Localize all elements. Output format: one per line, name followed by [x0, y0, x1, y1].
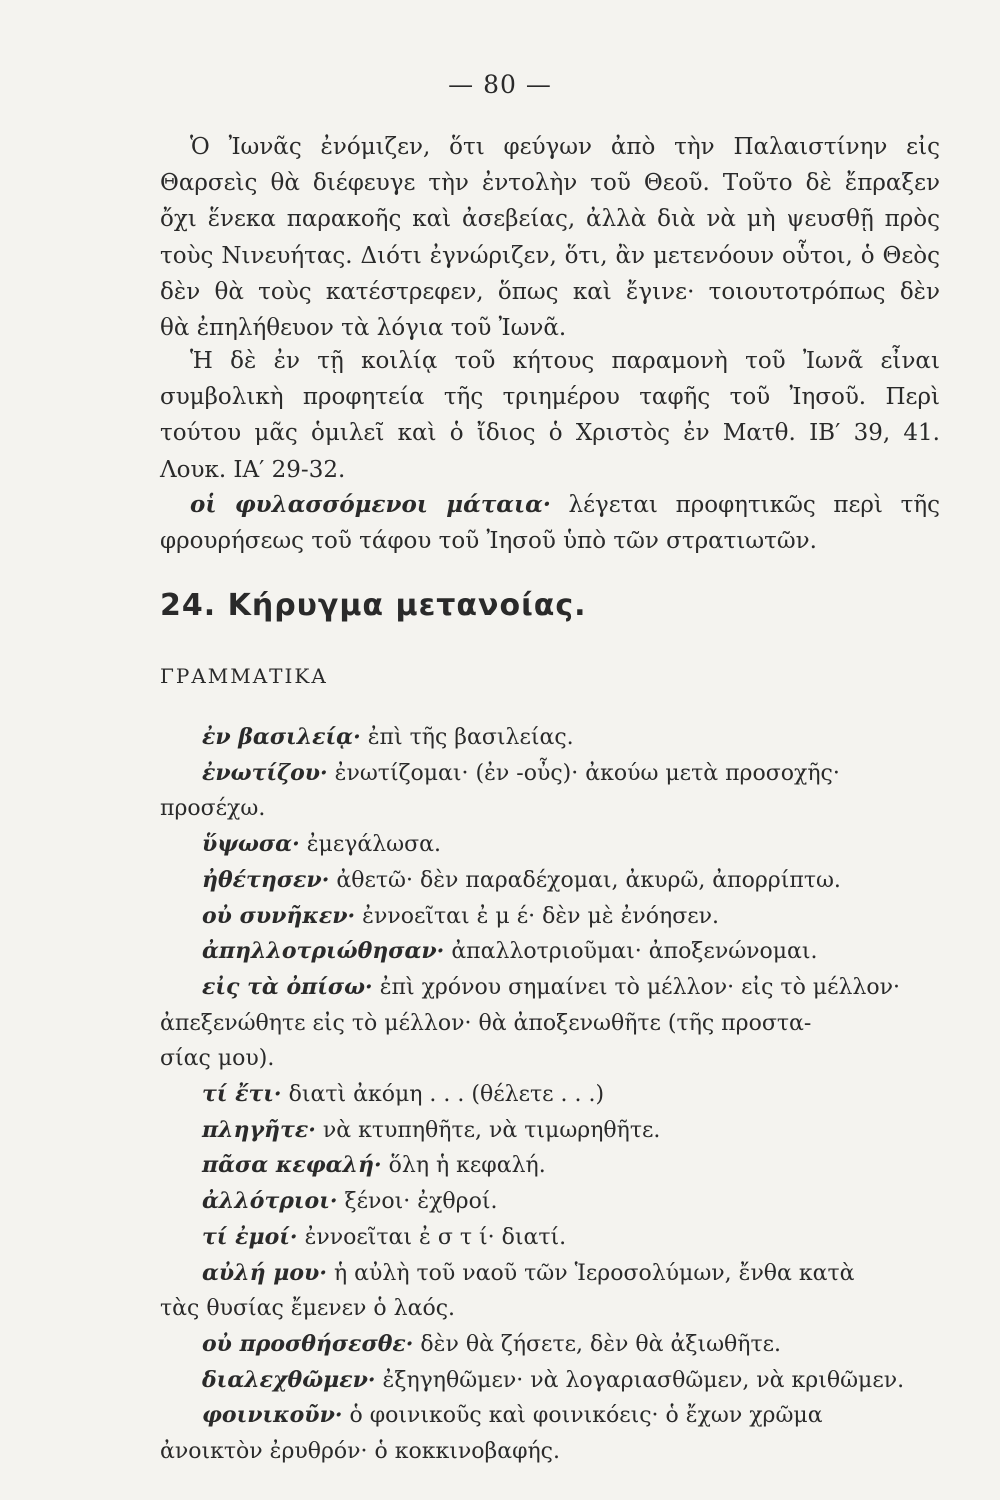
- text-line: δὲν θὰ τοὺς κατέστρεφεν, ὅπως καὶ ἔγινε· τοιουτοτρόπως δὲν: [160, 278, 940, 305]
- glossary-entry: [160, 1363, 940, 1399]
- glossary-term: ἀπηλλοτριώθησαν·: [202, 938, 445, 965]
- glossary-definition: ἐξηγηθῶμεν· νὰ λογαριασθῶμεν, νὰ κριθῶμεν.: [382, 1367, 905, 1393]
- glossary-entry: [160, 863, 940, 899]
- glossary-definition: ἀθετῶ· δὲν παραδέχομαι, ἀκυρῶ, ἀπορρίπτω.: [336, 867, 841, 893]
- glossary-entry: [160, 1148, 940, 1184]
- paragraph-2: [160, 343, 940, 488]
- glossary-continuation: τὰς θυσίας ἔμενεν ὁ λαός.: [160, 1296, 456, 1322]
- glossary-entry: [160, 934, 940, 970]
- glossary-line: [160, 1398, 940, 1434]
- paragraph-3: [160, 487, 940, 559]
- page-number: — 80 —: [448, 70, 552, 99]
- paragraph-1: [160, 129, 940, 346]
- headword: οἱ φυλασσόμενοι μάταια·: [190, 491, 551, 518]
- glossary-term: τί ἔτι·: [202, 1081, 282, 1108]
- section-heading: 24. Κήρυγμα μετανοίας.: [160, 588, 587, 623]
- glossary-definition: ἐννοεῖται ἐ μ έ· δὲν μὲ ἐνόησεν.: [362, 903, 719, 929]
- glossary-term: πᾶσα κεφαλή·: [202, 1152, 382, 1179]
- glossary-line: [160, 1256, 940, 1292]
- glossary: [160, 720, 940, 1470]
- glossary-term: ἠθέτησεν·: [202, 866, 330, 893]
- text-line: ὄχι ἕνεκα παρακοῆς καὶ ἀσεβείας, ἀλλὰ διὰ νὰ μὴ ψευσθῇ πρὸς: [160, 206, 940, 233]
- glossary-definition: ὅλη ἡ κεφαλή.: [388, 1153, 546, 1179]
- glossary-line: [160, 720, 940, 756]
- glossary-definition: ἐπὶ τῆς βασιλείας.: [367, 725, 574, 750]
- glossary-line: [160, 899, 940, 935]
- glossary-term: οὐ προσθήσεσθε·: [202, 1330, 414, 1357]
- glossary-term: οὐ συνῆκεν·: [202, 902, 356, 929]
- glossary-definition: διατὶ ἀκόμη . . . (θέλετε . . .): [288, 1082, 605, 1108]
- glossary-definition: νὰ κτυπηθῆτε, νὰ τιμωρηθῆτε.: [322, 1117, 661, 1143]
- glossary-term: πληγῆτε·: [202, 1116, 316, 1143]
- glossary-line: [160, 970, 940, 1006]
- text-line: φρουρήσεως τοῦ τάφου τοῦ Ἰησοῦ ὑπὸ τῶν στρατιωτῶν.: [160, 528, 817, 555]
- glossary-term: ἐν βασιλείᾳ·: [202, 724, 361, 750]
- glossary-entry: [160, 756, 940, 827]
- glossary-line: [160, 1184, 940, 1220]
- glossary-term: διαλεχθῶμεν·: [202, 1366, 376, 1393]
- text-line: [160, 487, 940, 523]
- glossary-continuation: σίας μου).: [160, 1046, 275, 1072]
- glossary-definition: ἐνωτίζομαι· (ἐν -οὖς)· ἀκούω μετὰ προσοχῆς·: [334, 760, 840, 786]
- glossary-line: [160, 827, 940, 863]
- glossary-definition: ἐπὶ χρόνου σημαίνει τὸ μέλλον· εἰς τὸ μέλλον·: [379, 974, 901, 1000]
- glossary-definition: ἐννοεῖται ἐ σ τ ί· διατί.: [304, 1224, 567, 1250]
- glossary-entry: [160, 827, 940, 863]
- glossary-line: [160, 863, 940, 899]
- glossary-entry: [160, 1077, 940, 1113]
- text-line: Θαρσεὶς θὰ διέφευγε τὴν ἐντολὴν τοῦ Θεοῦ. Τοῦτο δὲ ἔπραξεν: [160, 170, 940, 197]
- glossary-line: [160, 1148, 940, 1184]
- line-text: λέγεται προφητικῶς περὶ τῆς: [568, 492, 940, 518]
- glossary-entry: [160, 1113, 940, 1149]
- glossary-entry: [160, 899, 940, 935]
- glossary-entry: [160, 1398, 940, 1469]
- text-line: συμβολικὴ προφητεία τῆς τριημέρου ταφῆς τοῦ Ἰησοῦ. Περὶ: [160, 384, 940, 411]
- glossary-line: [160, 934, 940, 970]
- text-line: Ἡ δὲ ἐν τῇ κοιλίᾳ τοῦ κήτους παραμονὴ τοῦ Ἰωνᾶ εἶναι: [190, 348, 940, 374]
- glossary-line: [160, 1077, 940, 1113]
- text-line: Ὁ Ἰωνᾶς ἐνόμιζεν, ὅτι φεύγων ἀπὸ τὴν Παλαιστίνην εἰς: [190, 134, 940, 160]
- glossary-line: [160, 1113, 940, 1149]
- glossary-definition: δὲν θὰ ζήσετε, δὲν θὰ ἀξιωθῆτε.: [420, 1331, 782, 1357]
- glossary-line: [160, 1363, 940, 1399]
- glossary-term: φοινικοῦν·: [202, 1402, 343, 1429]
- glossary-continuation: προσέχω.: [160, 796, 266, 822]
- glossary-term: ἐνωτίζου·: [202, 759, 328, 786]
- glossary-line: [160, 1327, 940, 1363]
- glossary-term: αὐλή μου·: [202, 1259, 327, 1286]
- text-line: τούτου μᾶς ὁμιλεῖ καὶ ὁ ἴδιος ὁ Χριστὸς ἐν Ματθ. ΙΒ′ 39, 41.: [160, 420, 940, 447]
- glossary-entry: [160, 720, 940, 756]
- glossary-definition: ἐμεγάλωσα.: [306, 832, 441, 858]
- glossary-term: ὕψωσα·: [202, 831, 300, 858]
- glossary-term: ἀλλότριοι·: [202, 1188, 338, 1215]
- glossary-line: [160, 756, 940, 792]
- glossary-entry: [160, 970, 940, 1077]
- glossary-definition: ἡ αὐλὴ τοῦ ναοῦ τῶν Ἱεροσολύμων, ἔνθα κατὰ: [333, 1260, 855, 1286]
- glossary-term: τί ἐμοί·: [202, 1223, 298, 1250]
- glossary-entry: [160, 1327, 940, 1363]
- glossary-entry: [160, 1184, 940, 1220]
- glossary-definition: ξένοι· ἐχθροί.: [344, 1189, 498, 1215]
- glossary-entry: [160, 1220, 940, 1256]
- glossary-term: εἰς τὰ ὀπίσω·: [202, 973, 373, 1000]
- text-line: τοὺς Νινευήτας. Διότι ἐγνώριζεν, ὅτι, ἂν μετενόουν οὗτοι, ὁ Θεὸς: [160, 242, 940, 269]
- glossary-definition: ὁ φοινικοῦς καὶ φοινικόεις· ὁ ἔχων χρῶμα: [349, 1403, 823, 1429]
- text-line: Λουκ. ΙΑ′ 29-32.: [160, 456, 346, 483]
- section-subheading: ΓΡΑΜΜΑΤΙΚΑ: [160, 664, 328, 688]
- glossary-definition: ἀπαλλοτριοῦμαι· ἀποξενώνομαι.: [451, 939, 818, 965]
- glossary-continuation: ἀνοικτὸν ἐρυθρόν· ὁ κοκκινοβαφής.: [160, 1439, 560, 1465]
- text-line: θὰ ἐπηλήθευον τὰ λόγια τοῦ Ἰωνᾶ.: [160, 315, 567, 342]
- glossary-line: [160, 1220, 940, 1256]
- glossary-entry: [160, 1256, 940, 1327]
- glossary-continuation: ἀπεξενώθητε εἰς τὸ μέλλον· θὰ ἀποξενωθῆτε (τῆς προστα-: [160, 1010, 812, 1036]
